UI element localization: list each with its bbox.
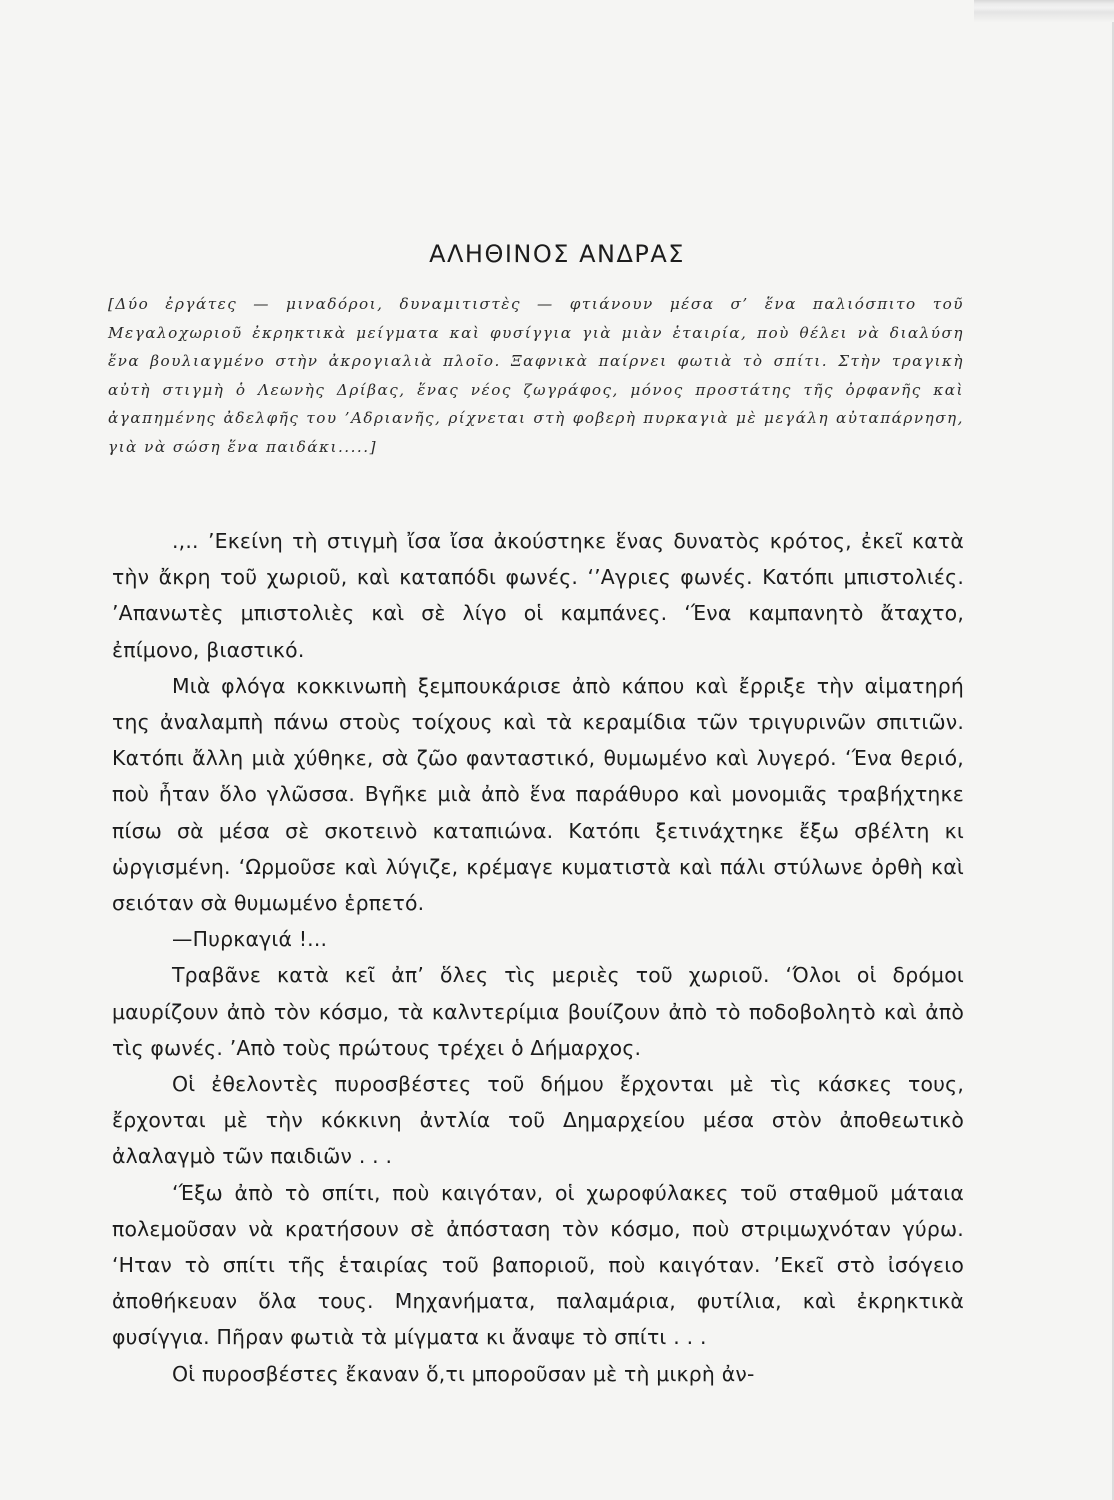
scan-edge-artifact xyxy=(974,0,1114,22)
paragraph: —Πυρκαγιά !... xyxy=(172,927,328,952)
paragraph: Τραβᾶνε κατὰ κεῖ ἀπ’ ὅλες τὶς μεριὲς τοῦ χωριοῦ. ‘Όλοι οἱ δρόμοι μαυρίζουν ἀπὸ τὸν κόσμο, τὰ καλντερίμια βουίζουν ἀπὸ τὸ ποδοβολητὸ καὶ ἀπὸ τὶς φωνές. ’Απὸ τοὺς πρώτους τρέχει ὁ Δήμαρχος. xyxy=(112,963,964,1060)
paragraph: ‘Έξω ἀπὸ τὸ σπίτι, ποὺ καιγόταν, οἱ χωροφύλακες τοῦ σταθμοῦ μάταια πολεμοῦσαν νὰ κρατήσουν σὲ ἀπόσταση τὸν κόσμο, ποὺ στριμωχνόταν γύρω. ‘Ηταν τὸ σπίτι τῆς ἑταιρίας τοῦ βαποριοῦ, ποὺ καιγόταν. ’Εκεῖ στὸ ἰσόγειο ἀποθήκευαν ὅλα τους. Μηχανήματα, παλαμάρια, φυτίλια, καὶ ἐκρηκτικὰ φυσίγγια. Πῆραν φωτιὰ τὰ μίγματα κι ἄναψε τὸ σπίτι . . . xyxy=(112,1180,964,1350)
paragraph: Οἱ ἐθελοντὲς πυροσβέστες τοῦ δήμου ἔρχονται μὲ τὶς κάσκες τους, ἔρχονται μὲ τὴν κόκκινη ἀντλία τοῦ Δημαρχείου μέσα στὸν ἀποθεωτικὸ ἀλαλαγμὸ τῶν παιδιῶν . . . xyxy=(112,1072,964,1169)
paragraph: Μιὰ φλόγα κοκκινωπὴ ξεμπουκάρισε ἀπὸ κάπου καὶ ἔρριξε τὴν αἱματηρή της ἀναλαμπὴ πάνω στοὺς τοίχους καὶ τὰ κεραμίδια τῶν τριγυρινῶν σπιτιῶν. Κατόπι ἄλλη μιὰ χύθηκε, σὰ ζῶο φανταστικό, θυμωμένο καὶ λυγερό. ‘Ένα θεριό, ποὺ ἦταν ὅλο γλῶσσα. Βγῆκε μιὰ ἀπὸ ἕνα παράθυρο καὶ μονομιᾶς τραβήχτηκε πίσω σὰ μέσα σὲ σκοτεινὸ καταπιώνα. Κατόπι ξετινάχτηκε ἔξω σβέλτη κι ὡργισμένη. ‘Ωρμοῦσε καὶ λύγιζε, κρέμαγε κυματιστὰ καὶ πάλι στύλωνε ὀρθὴ καὶ σειόταν σὰ θυμωμένο ἑρπετό. xyxy=(112,673,964,916)
paragraph: Οἱ πυροσβέστες ἔκαναν ὅ,τι μποροῦσαν μὲ τὴ μικρὴ ἀν- xyxy=(172,1361,755,1386)
chapter-title: ΑΛΗΘΙΝΟΣ ΑΝΔΡΑΣ xyxy=(429,240,685,269)
paragraph: .,.. ’Εκείνη τὴ στιγμὴ ἴσα ἴσα ἀκούστηκε ἕνας δυνατὸς κρότος, ἐκεῖ κατὰ τὴν ἄκρη τοῦ χωριοῦ, καὶ καταπόδι φωνές. ‘’Αγριες φωνές. Κατόπι μπιστολιές. ’Απανωτὲς μπιστολιὲς καὶ σὲ λίγο οἱ καμπάνες. ‘Ένα καμπανητὸ ἄταχτο, ἐπίμονο, βιαστικό. xyxy=(112,529,964,662)
intro-summary: [Δύο ἐργάτες — μιναδόροι, δυναμιτιστὲς — φτιάνουν μέσα σ’ ἕνα παλιόσπιτο τοῦ Μεγαλοχωριοῦ ἐκρηκτικὰ μείγματα καὶ φυσίγγια γιὰ μιὰν ἑταιρία, ποὺ θέλει νὰ διαλύση ἕνα βουλιαγμένο στὴν ἀκρογιαλιὰ πλοῖο. Ξαφνικὰ παίρνει φωτιὰ τὸ σπίτι. Στὴν τραγικὴ αὐτὴ στιγμὴ ὁ Λεωνὴς Δρίβας, ἕνας νέος ζωγράφος, μόνος προστάτης τῆς ὀρφανῆς καὶ ἀγαπημένης ἀδελφῆς του ’Αδριανῆς, ρίχνεται στὴ φοβερὴ πυρκαγιὰ μὲ μεγάλη αὐταπάρνηση, γιὰ νὰ σώση ἕνα παιδάκι.....] xyxy=(108,295,964,456)
body-text xyxy=(112,523,964,1392)
